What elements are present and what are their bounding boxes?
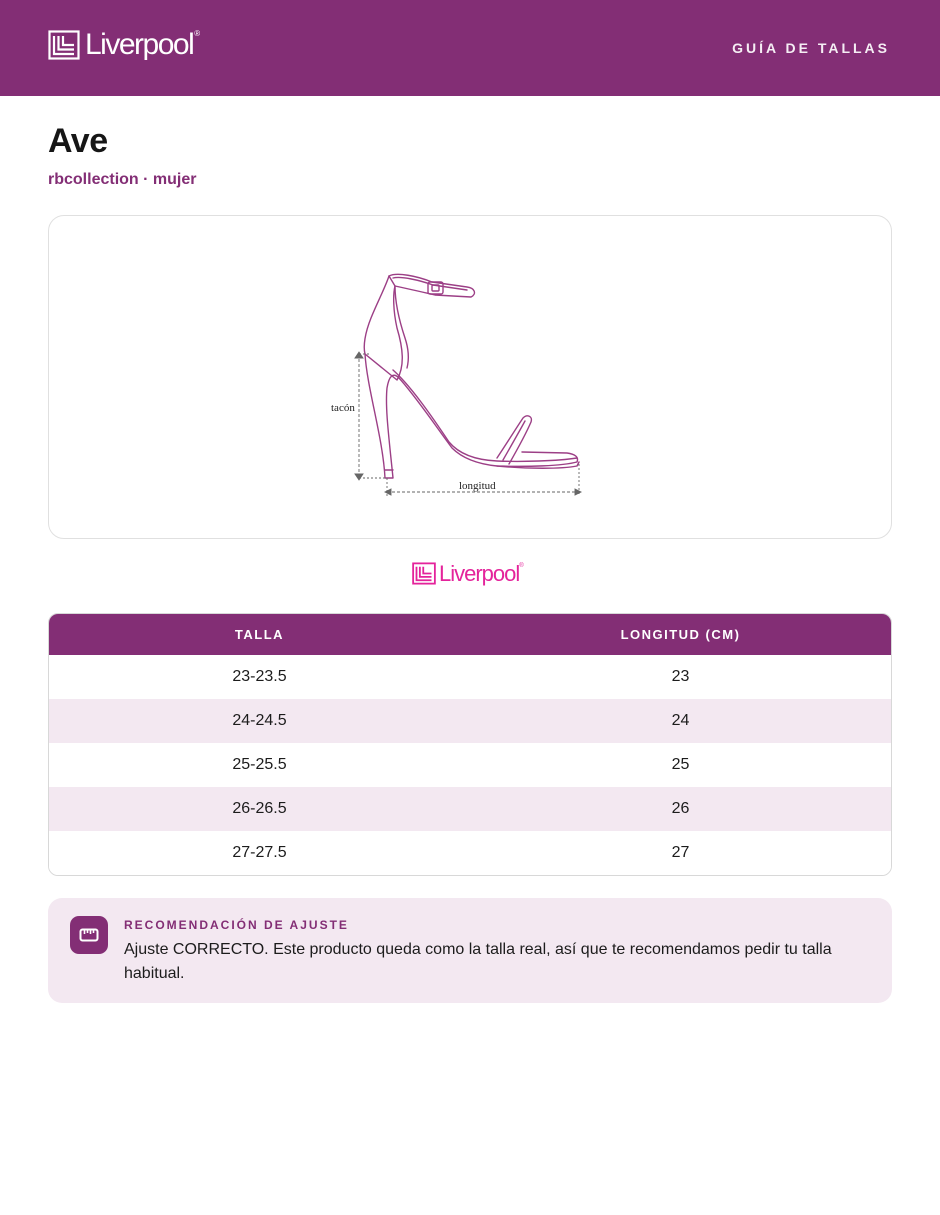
table-header [49,614,891,655]
top-header [0,0,940,96]
size-cell: 24-24.5 [232,712,287,729]
small-logo-wordmark: Liverpool® [439,560,524,586]
ruler-icon [70,916,108,954]
length-cell: 27 [671,844,690,861]
size-table [48,613,892,876]
table-row [49,699,891,743]
table-row [49,831,891,875]
logo-wordmark: Liverpool® [85,28,201,61]
sandal-diagram [327,258,587,498]
column-header-size: TALLA [234,627,285,642]
length-label: longitud [459,480,496,492]
recommendation-text: Ajuste CORRECTO. Este producto queda como la talla real, así que te recomendamos pedir tu talla habitual. [124,941,832,982]
liverpool-logo[interactable] [48,30,200,60]
product-subtitle: rbcollection · mujer [48,171,197,188]
column-header-length: LONGITUD (CM) [620,627,741,642]
heel-label: tacón [331,402,355,414]
size-cell: 26-26.5 [232,800,287,817]
length-cell: 25 [671,756,690,773]
length-cell: 26 [671,800,690,817]
table-row [49,655,891,699]
table-row [49,743,891,787]
length-cell: 23 [671,668,690,685]
size-cell: 25-25.5 [232,756,287,773]
recommendation-title: RECOMENDACIÓN DE AJUSTE [124,918,349,932]
liverpool-small-logo-icon [412,562,436,585]
liverpool-logo-icon [48,30,80,60]
length-cell: 24 [671,712,690,729]
measurement-image-card [48,215,892,539]
product-title: Ave [48,122,108,160]
table-row [49,787,891,831]
size-cell: 27-27.5 [232,844,287,861]
fit-recommendation [48,898,892,1003]
size-cell: 23-23.5 [232,668,287,685]
liverpool-watermark-logo [412,562,524,585]
size-guide-link[interactable]: GUÍA DE TALLAS [732,40,890,56]
